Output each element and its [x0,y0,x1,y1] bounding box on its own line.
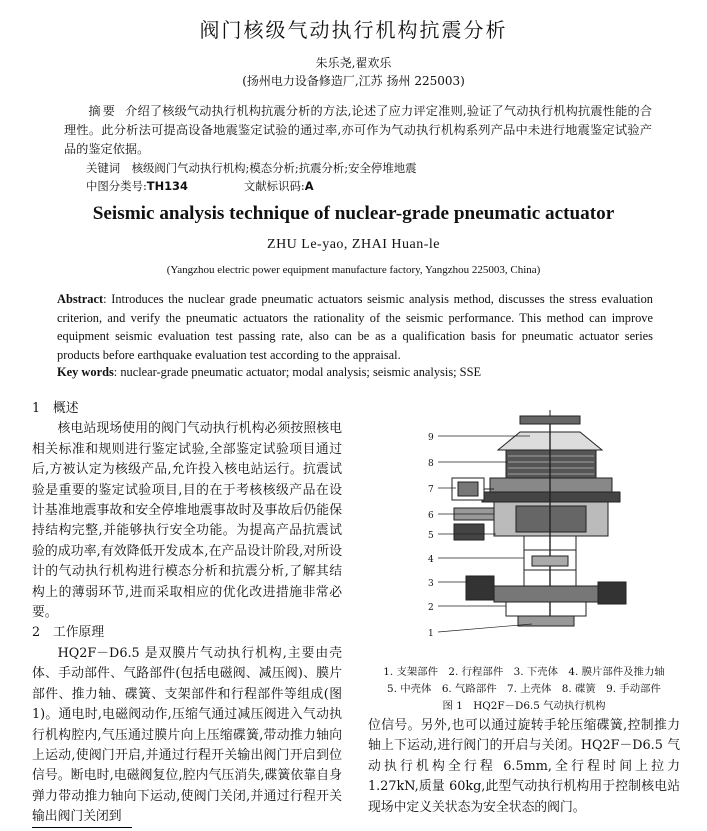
class-value: TH134 [146,179,188,193]
abstract-en [57,290,653,364]
title-cn: 阀门核级气动执行机构抗震分析 [199,18,508,42]
fig-label-3: 3 [428,579,434,589]
authors-en: ZHU Le-yao, ZHAI Huan-le [267,237,440,252]
abstract-en-label: Abstract [57,292,104,306]
keywords-cn-label: 关键词 [86,161,121,175]
class-label: 中图分类号: [86,179,147,193]
keywords-cn-text: 核级阀门气动执行机构;模态分析;抗震分析;安全停堆地震 [131,161,417,175]
fig-label-5: 5 [428,531,434,541]
actuator-figure [420,410,670,662]
keywords-en [57,365,481,380]
section-1-paragraph: 核电站现场使用的阀门气动执行机构必须按照核电相关标准和规则进行鉴定试验,全部鉴定试验项目通过后,方被认定为核级产品,允许投入核电站运行。抗震试验是重要的鉴定试验项目,目的在于考核核级产品在设计基准地震事故和安全停堆地震事故时及事故后仍能保持结构完整,并能够执行安全功能。为提高产品抗震试验的成功率,有效降低开发成本,在产品设计阶段,对所设计的气动执行机构进行模态分析和抗震分析,了解其结构上的薄弱环节,进而采取相应的优化改进措施非常必要。 [32,421,342,621]
affiliation-cn: (扬州电力设备修造厂,江苏 扬州 225003) [242,74,465,88]
doc-label: 文献标识码: [243,179,305,193]
diaphragm-part [482,492,620,502]
keywords-cn [86,160,416,176]
fig-label-4: 4 [428,555,434,565]
section-2-title: 2 工作原理 [32,625,105,641]
fig-label-9: 9 [428,433,434,443]
abstract-cn-text: 介绍了核级气动执行机构抗震分析的方法,论述了应力评定准则,验证了气动执行机构抗震性能的合理性。此分析法可提高设备地震鉴定试验的通过率,亦可作为气动执行机构系列产品中未进行地震鉴定试验产品的鉴定依据。 [64,104,653,156]
left-column [32,399,342,828]
doc-value: A [304,179,314,193]
affiliation-en: (Yangzhou electric power equipment manufacture factory, Yangzhou 225003, China) [166,264,541,276]
middle-shell-part [490,478,612,492]
figure-legend-line-1: 1. 支架部件 2. 行程部件 3. 下壳体 4. 膜片部件及推力轴 [383,666,665,678]
handwheel-part [520,416,580,424]
footnote-divider [32,827,132,828]
keywords-en-text: : nuclear-grade pneumatic actuator; modal analysis; seismic analysis; SSE [113,365,482,379]
figure-legend-line-2: 5. 中壳体 6. 气路部件 7. 上壳体 8. 碟簧 9. 手动部件 [387,683,661,695]
abstract-en-text: : Introduces the nuclear grade pneumatic actuators seismic analysis method, discusses the stress evaluation criterion, and verify the pneumatic actuators the rationality of the seismic performance. This method can improve equipment seismic evaluation test passing rate, also can be as a qualification basis for pneumatic actuator series products before earthquake evaluation test according to the appraisal. [57,292,653,362]
fig-label-1: 1 [428,629,434,639]
fig-label-7: 7 [428,485,434,495]
fig-label-8: 8 [428,459,434,469]
fig-label-6: 6 [428,511,434,521]
keywords-en-label: Key words [57,365,114,379]
right-column-paragraph: 位信号。另外,也可以通过旋转手轮压缩碟簧,控制推力轴上下运动,进行阀门的开启与关闭。HQ2F－D6.5 气动执行机构全行程 6.5mm,全行程时间上拉力 1.27kN,质量 60kg,此型气动执行机构用于控制核电站现场中定义关状态为安全状态的阀门。 [368,718,680,815]
abstract-cn [64,102,652,159]
section-1-title: 1 概述 [32,401,79,416]
classification-cn [86,178,314,194]
section-2-paragraph: HQ2F－D6.5 是双膜片气动执行机构,主要由壳体、手动部件、气路部件(包括电磁阀、减压阀)、膜片部件、推力轴、碟簧、支架部件和行程部件等组成(图 1)。通电时,电磁阀动作,压缩气通过减压阀进入气动执行机构腔内,气压通过膜片向上压缩碟簧,带动推力轴向上运动,使阀门开启,并通过行程开关输出阀门开启到位信号。断电时,电磁阀复位,腔内气压消失,碟簧依靠自身弹力带动推力轴向下运动,使阀门关闭,并通过行程开关输出阀门关闭到 [32,645,342,825]
fig-label-2: 2 [428,603,434,613]
travel-switch-part [466,576,494,600]
figure-caption: 图 1 HQ2F－D6.5 气动执行机构 [442,700,606,712]
figure-legend [368,664,680,698]
title-en: Seismic analysis technique of nuclear-grade pneumatic actuator [92,203,615,224]
abstract-cn-label: 摘要 [88,104,118,118]
authors-cn: 朱乐尧,翟欢乐 [315,56,392,70]
